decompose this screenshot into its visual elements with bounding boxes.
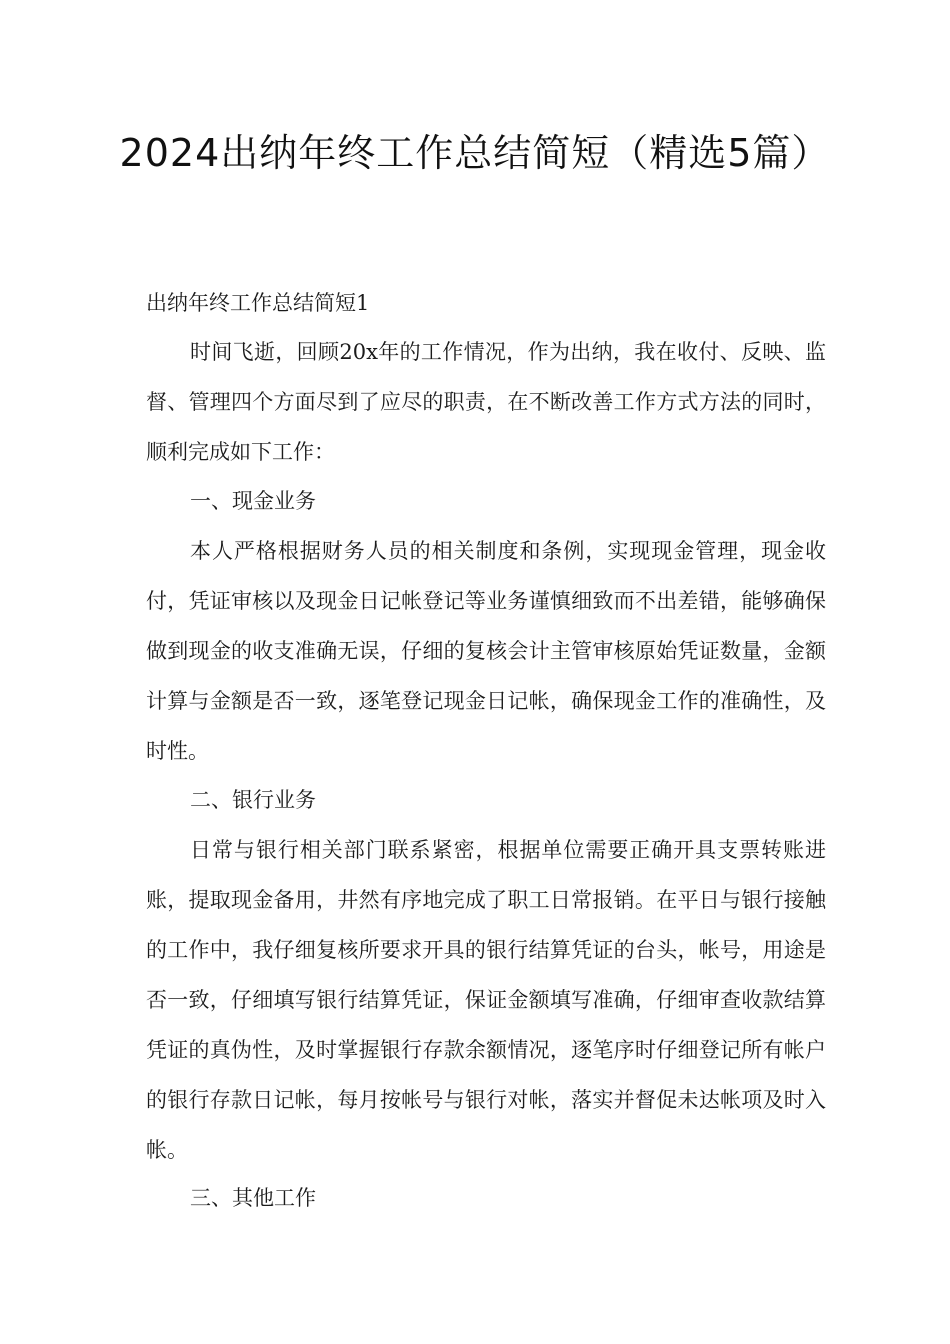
article-heading-text: 出纳年终工作总结简短1 bbox=[146, 291, 370, 315]
section-bank bbox=[146, 775, 826, 825]
section-bank-paragraph bbox=[146, 825, 826, 1175]
document-title bbox=[100, 128, 850, 178]
intro-paragraph bbox=[146, 327, 826, 477]
section-heading: 一、现金业务 bbox=[190, 489, 316, 513]
section-heading: 三、其他工作 bbox=[190, 1186, 316, 1210]
section-cash-paragraph bbox=[146, 526, 826, 776]
section-paragraph-text: 日常与银行相关部门联系紧密，根据单位需要正确开具支票转账进账，提取现金备用，井然有序地完成了职工日常报销。在平日与银行接触的工作中，我仔细复核所要求开具的银行结算凭证的台头，帐号，用途是否一致，仔细填写银行结算凭证，保证金额填写准确，仔细审查收款结算凭证的真伪性，及时掌握银行存款余额情况，逐笔序时仔细登记所有帐户的银行存款日记帐，每月按帐号与银行对帐，落实并督促未达帐项及时入帐。 bbox=[146, 838, 826, 1162]
section-cash bbox=[146, 476, 826, 526]
article-heading bbox=[146, 278, 826, 328]
section-heading: 二、银行业务 bbox=[190, 788, 316, 812]
section-other bbox=[146, 1173, 826, 1223]
intro-paragraph-text: 时间飞逝，回顾20x年的工作情况，作为出纳，我在收付、反映、监督、管理四个方面尽到了应尽的职责，在不断改善工作方式方法的同时，顺利完成如下工作： bbox=[146, 340, 826, 464]
section-paragraph-text: 本人严格根据财务人员的相关制度和条例，实现现金管理，现金收付，凭证审核以及现金日记帐登记等业务谨慎细致而不出差错，能够确保做到现金的收支准确无误，仔细的复核会计主管审核原始凭证数量，金额计算与金额是否一致，逐笔登记现金日记帐，确保现金工作的准确性，及时性。 bbox=[146, 539, 826, 763]
document-title-text: 2024出纳年终工作总结简短（精选5篇） bbox=[119, 131, 831, 175]
